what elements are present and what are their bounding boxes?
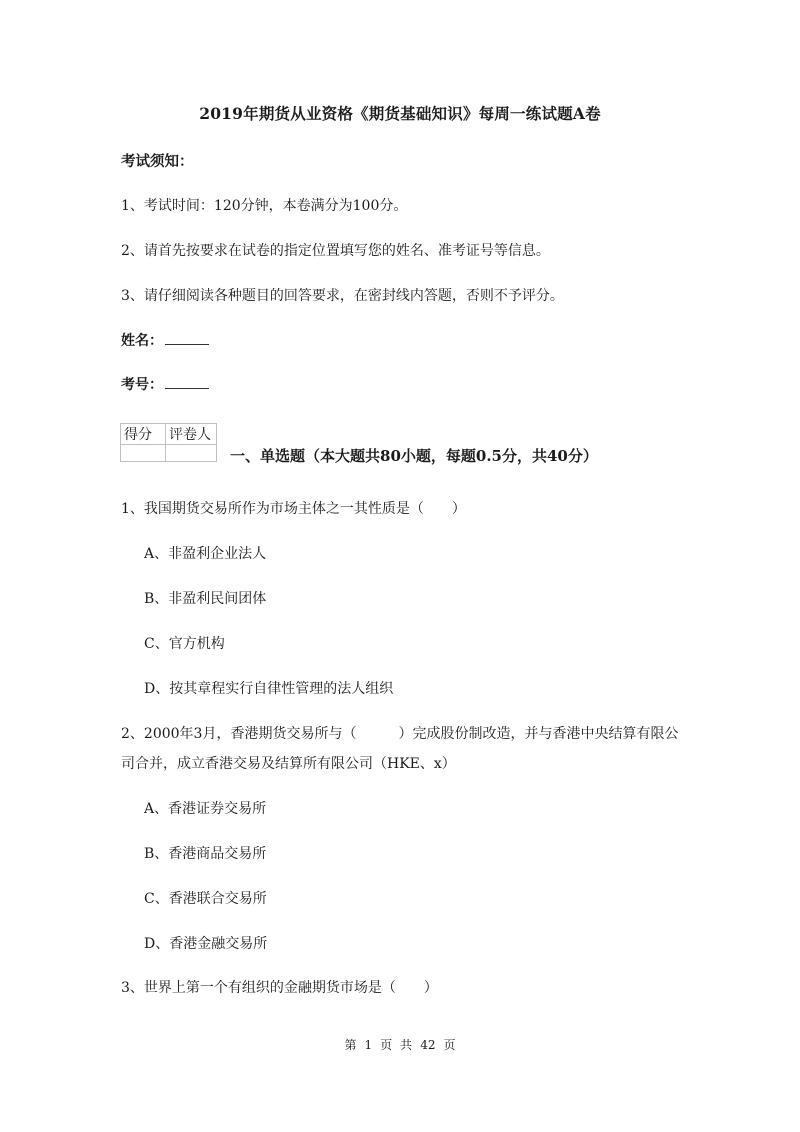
question-2-stem-line-2: 司合并，成立香港交易及结算所有限公司（HKE、x）	[121, 756, 456, 772]
grader-cell	[166, 445, 217, 462]
notice-item-3: 3、请仔细阅读各种题目的回答要求，在密封线内答题，否则不予评分。	[121, 288, 564, 304]
question-2-option-d: D、香港金融交易所	[144, 936, 268, 952]
id-field	[121, 374, 209, 394]
page-footer	[0, 1036, 800, 1053]
name-blank-line	[165, 332, 209, 345]
question-2-option-a: A、香港证券交易所	[144, 801, 267, 817]
notice-item-1: 1、考试时间：120分钟，本卷满分为100分。	[121, 198, 408, 214]
score-header: 得分	[121, 424, 166, 445]
question-2-stem-line-1: 2、2000年3月，香港期货交易所与（ ）完成股份制改造，并与香港中央结算有限公	[121, 726, 679, 742]
footer-page-word: 页	[380, 1038, 393, 1052]
question-3-stem: 3、世界上第一个有组织的金融期货市场是（ ）	[121, 980, 438, 996]
question-1-option-c: C、官方机构	[144, 636, 225, 652]
notice-item-2: 2、请首先按要求在试卷的指定位置填写您的姓名、准考证号等信息。	[121, 243, 550, 259]
section-heading: 一、单选题（本大题共80小题，每题0.5分，共40分）	[230, 447, 598, 465]
question-1-option-d: D、按其章程实行自律性管理的法人组织	[144, 681, 394, 697]
footer-total-word: 共	[400, 1038, 413, 1052]
question-1-stem: 1、我国期货交易所作为市场主体之一其性质是（ ）	[121, 501, 466, 517]
question-1-option-a: A、非盈利企业法人	[144, 546, 267, 562]
id-label: 考号：	[121, 377, 163, 393]
name-field	[121, 330, 209, 350]
name-label: 姓名：	[121, 333, 163, 349]
id-blank-line	[165, 376, 209, 389]
footer-suffix: 页	[443, 1038, 456, 1052]
question-2-option-c: C、香港联合交易所	[144, 891, 267, 907]
footer-current-page: 1	[364, 1038, 373, 1052]
page-title: 2019年期货从业资格《期货基础知识》每周一练试题A卷	[199, 104, 601, 123]
score-cell	[121, 445, 166, 462]
question-2-option-b: B、香港商品交易所	[144, 846, 267, 862]
footer-total-pages: 42	[420, 1038, 436, 1052]
footer-prefix: 第	[344, 1038, 357, 1052]
notice-heading: 考试须知：	[121, 153, 194, 170]
question-1-option-b: B、非盈利民间团体	[144, 591, 267, 607]
grader-header: 评卷人	[166, 424, 217, 445]
score-table	[120, 423, 217, 462]
